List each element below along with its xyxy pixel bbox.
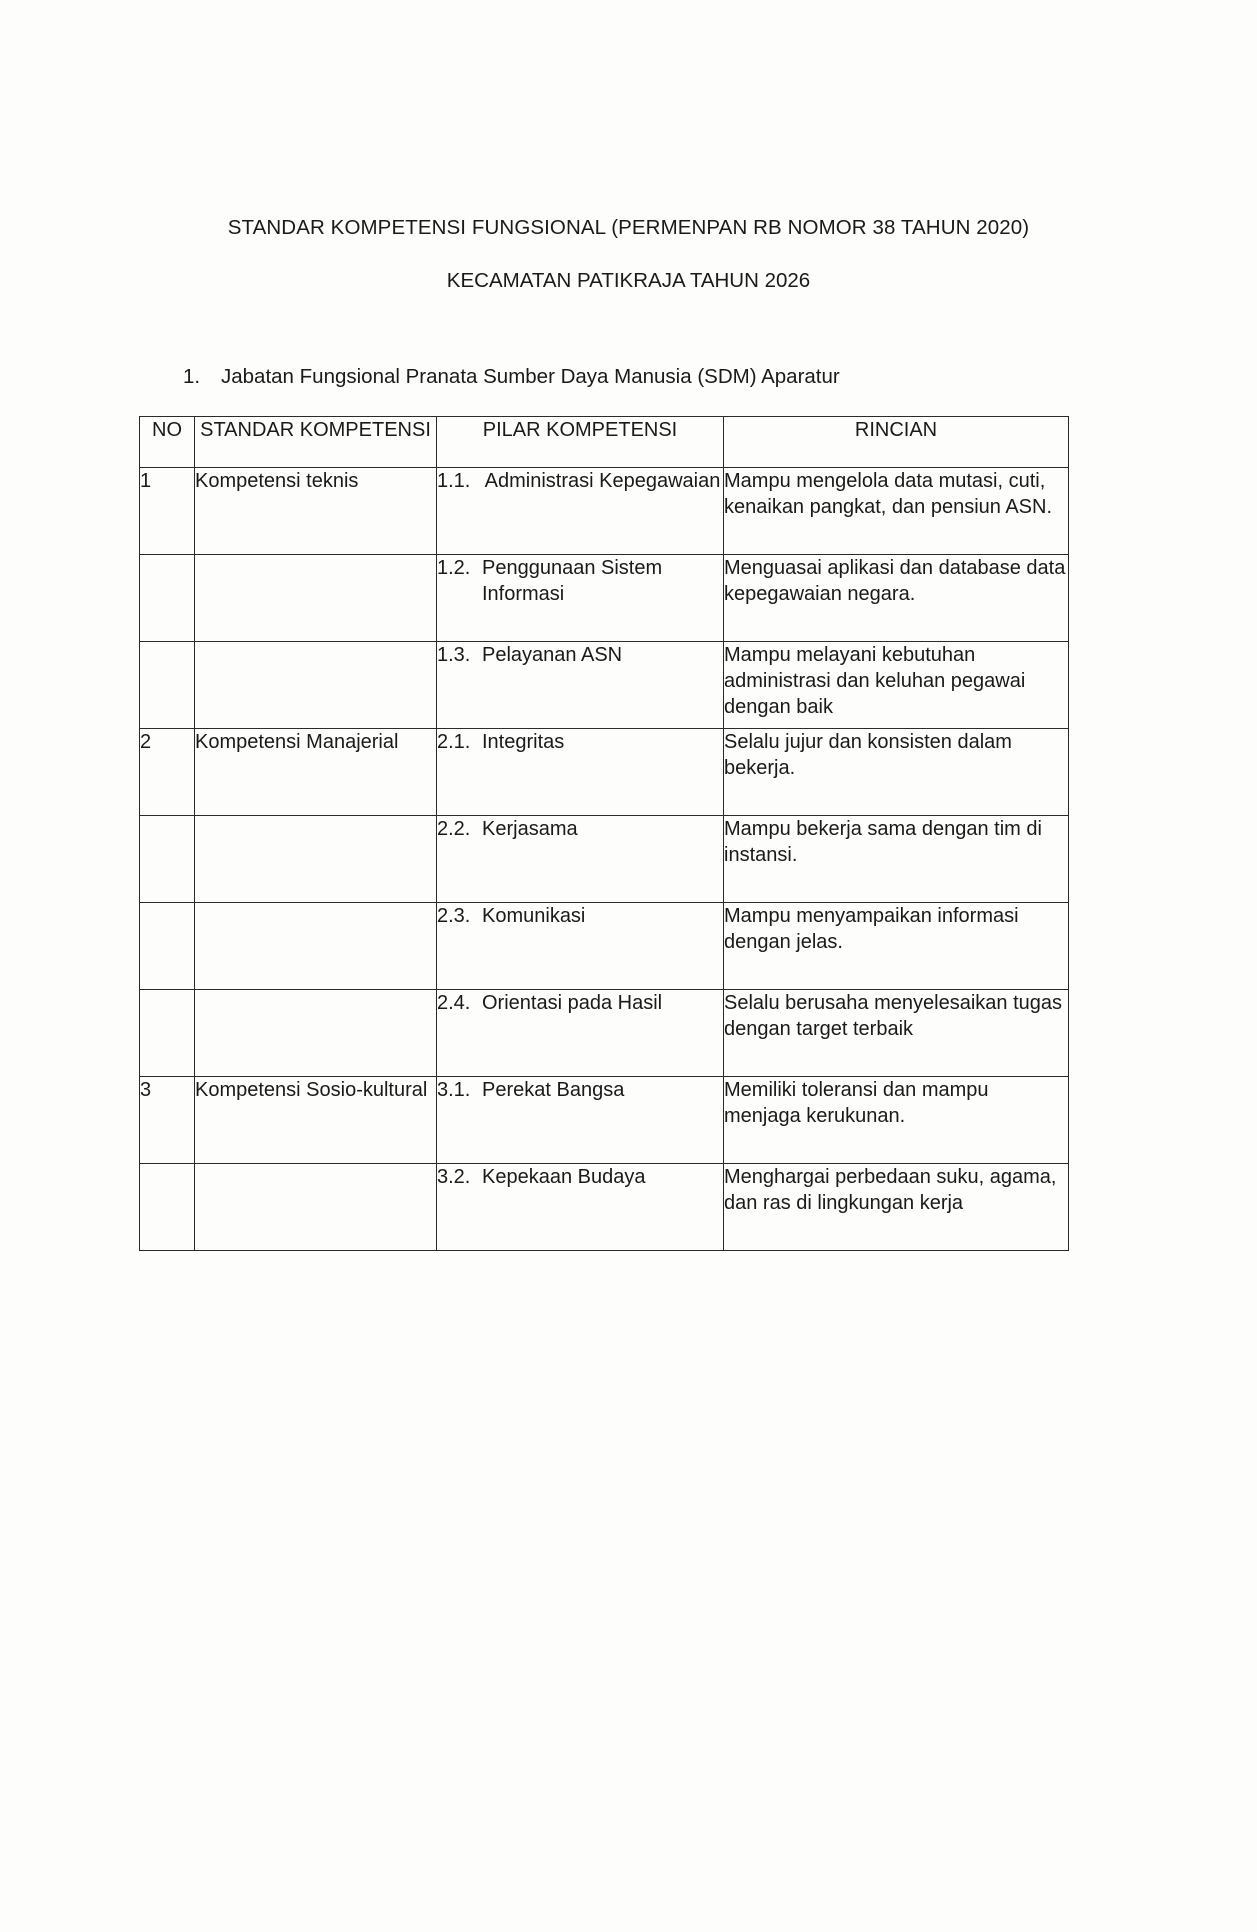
cell-standar: Kompetensi teknis (195, 468, 437, 555)
cell-pilar (437, 555, 724, 642)
section-title: Jabatan Fungsional Pranata Sumber Daya Manusia (SDM) Aparatur (221, 365, 840, 388)
table-row (140, 729, 1069, 816)
cell-pilar (437, 729, 724, 816)
cell-rincian: Mampu menyampaikan informasi dengan jelas. (724, 903, 1069, 990)
cell-rincian: Memiliki toleransi dan mampu menjaga kerukunan. (724, 1077, 1069, 1164)
pilar-code: 3.2. (437, 1166, 471, 1188)
cell-rincian: Selalu jujur dan konsisten dalam bekerja. (724, 729, 1069, 816)
cell-no (140, 816, 195, 903)
cell-pilar (437, 642, 724, 729)
pilar-code: 2.3. (437, 905, 471, 927)
cell-no (140, 1164, 195, 1251)
header-pilar: PILAR KOMPETENSI (437, 417, 724, 468)
pilar-code: 1.2. (437, 557, 471, 579)
header-standar: STANDAR KOMPETENSI (195, 417, 437, 468)
pilar-name: Penggunaan Sistem Informasi (482, 557, 663, 605)
cell-standar (195, 903, 437, 990)
cell-no (140, 555, 195, 642)
table-row (140, 1164, 1069, 1251)
header-rincian: RINCIAN (724, 417, 1069, 468)
pilar-code: 2.1. (437, 731, 471, 753)
cell-rincian: Menghargai perbedaan suku, agama, dan ras di lingkungan kerja (724, 1164, 1069, 1251)
cell-rincian: Selalu berusaha menyelesaikan tugas dengan target terbaik (724, 990, 1069, 1077)
cell-pilar (437, 903, 724, 990)
cell-no: 2 (140, 729, 195, 816)
header-no: NO (140, 417, 195, 468)
pilar-code: 2.2. (437, 818, 471, 840)
pilar-code: 1.1. (437, 470, 471, 492)
table-row (140, 903, 1069, 990)
table-row (140, 642, 1069, 729)
cell-standar (195, 990, 437, 1077)
cell-standar: Kompetensi Sosio-kultural (195, 1077, 437, 1164)
section-number: 1. (183, 365, 201, 388)
cell-standar: Kompetensi Manajerial (195, 729, 437, 816)
cell-standar (195, 642, 437, 729)
cell-no (140, 990, 195, 1077)
pilar-code: 3.1. (437, 1079, 471, 1101)
pilar-name: Perekat Bangsa (482, 1079, 625, 1101)
pilar-name: Kepekaan Budaya (482, 1166, 646, 1188)
cell-pilar (437, 1077, 724, 1164)
pilar-name: Kerjasama (482, 818, 578, 840)
cell-no: 3 (140, 1077, 195, 1164)
table-row (140, 468, 1069, 555)
pilar-name: Administrasi Kepegawaian (484, 470, 721, 492)
cell-pilar (437, 816, 724, 903)
cell-no (140, 903, 195, 990)
cell-no (140, 642, 195, 729)
cell-no: 1 (140, 468, 195, 555)
cell-pilar (437, 468, 724, 555)
cell-pilar (437, 1164, 724, 1251)
pilar-name: Komunikasi (482, 905, 586, 927)
section-heading (183, 365, 840, 389)
competency-table (139, 416, 1069, 1251)
pilar-code: 2.4. (437, 992, 471, 1014)
pilar-name: Integritas (482, 731, 565, 753)
pilar-code: 1.3. (437, 644, 471, 666)
pilar-name: Orientasi pada Hasil (482, 992, 663, 1014)
cell-rincian: Mampu mengelola data mutasi, cuti, kenaikan pangkat, dan pensiun ASN. (724, 468, 1069, 555)
cell-standar (195, 816, 437, 903)
document-title: STANDAR KOMPETENSI FUNGSIONAL (PERMENPAN RB NOMOR 38 TAHUN 2020) (227, 216, 1030, 239)
document-subtitle: KECAMATAN PATIKRAJA TAHUN 2026 (446, 269, 811, 292)
cell-rincian: Mampu melayani kebutuhan administrasi dan keluhan pegawai dengan baik (724, 642, 1069, 729)
cell-rincian: Mampu bekerja sama dengan tim di instansi. (724, 816, 1069, 903)
table-row (140, 990, 1069, 1077)
table-row (140, 555, 1069, 642)
pilar-name: Pelayanan ASN (482, 644, 623, 666)
table-header-row (140, 417, 1069, 468)
cell-pilar (437, 990, 724, 1077)
cell-standar (195, 1164, 437, 1251)
cell-rincian: Menguasai aplikasi dan database data kepegawaian negara. (724, 555, 1069, 642)
table-row (140, 816, 1069, 903)
cell-standar (195, 555, 437, 642)
table-row (140, 1077, 1069, 1164)
